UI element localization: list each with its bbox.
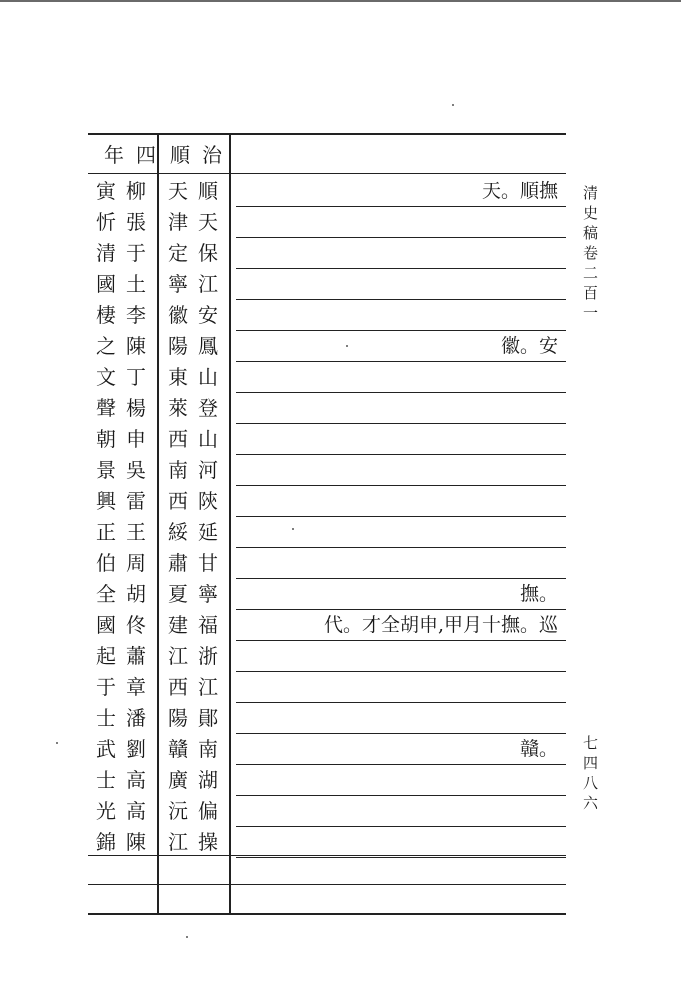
official-name: 清于 (96, 241, 156, 265)
row-note: 代。才全胡申,甲月十撫。巡 (323, 614, 558, 636)
official-name: 朝申 (96, 427, 156, 451)
table-top-rule (88, 133, 566, 135)
row-note (236, 796, 566, 826)
column-divider-province-note (229, 135, 231, 913)
row-note (236, 672, 566, 702)
official-name: 棲李 (96, 303, 156, 327)
province-name: 西陝 (168, 489, 228, 513)
official-name: 光高 (96, 799, 156, 823)
official-name: 士潘 (96, 706, 156, 730)
scan-speck (56, 742, 58, 744)
province-name: 陽鳳 (168, 334, 228, 358)
row-note: 贛。 (519, 738, 558, 760)
province-name: 夏寧 (168, 582, 228, 606)
row-note (236, 703, 566, 733)
scan-speck (452, 104, 454, 106)
province-name: 江浙 (168, 644, 228, 668)
book-title: 清史稿卷二百一 (581, 185, 599, 325)
row-note (236, 362, 566, 392)
row-note: 天。順撫 (481, 180, 558, 202)
row-note: 徽。安 (500, 335, 558, 357)
scan-speck (186, 936, 188, 938)
row-note (236, 548, 566, 578)
province-name: 萊登 (168, 396, 228, 420)
official-name: 之陳 (96, 334, 156, 358)
official-name: 伯周 (96, 551, 156, 575)
row-note (236, 424, 566, 454)
province-name: 綏延 (168, 520, 228, 544)
empty-row-rule (88, 884, 566, 885)
scan-speck (292, 528, 294, 530)
header-bottom-rule (88, 173, 566, 174)
province-name: 定保 (168, 241, 228, 265)
province-name: 天順 (168, 179, 228, 203)
row-note: 撫。 (519, 583, 558, 605)
row-note (236, 765, 566, 795)
header-year: 年四 (104, 143, 168, 167)
province-name: 南河 (168, 458, 228, 482)
province-name: 贛南 (168, 737, 228, 761)
row-note (236, 269, 566, 299)
province-name: 寧江 (168, 272, 228, 296)
province-name: 津天 (168, 210, 228, 234)
province-name: 西江 (168, 675, 228, 699)
province-name: 沅偏 (168, 799, 228, 823)
row-note (236, 517, 566, 547)
scan-speck (346, 345, 348, 347)
province-name: 徽安 (168, 303, 228, 327)
column-divider-official-province (157, 135, 159, 913)
official-name: 寅柳 (96, 179, 156, 203)
row-note (236, 238, 566, 268)
official-name: 正王 (96, 520, 156, 544)
official-name: 全胡 (96, 582, 156, 606)
official-name: 錦陳 (96, 830, 156, 854)
row-note (236, 641, 566, 671)
header-reign: 順治 (170, 143, 234, 167)
row-note (236, 455, 566, 485)
province-name: 東山 (168, 365, 228, 389)
official-name: 忻張 (96, 210, 156, 234)
province-name: 肅甘 (168, 551, 228, 575)
row-note (236, 300, 566, 330)
official-name: 景吳 (96, 458, 156, 482)
official-name: 國土 (96, 272, 156, 296)
row-note (236, 486, 566, 516)
official-name: 士高 (96, 768, 156, 792)
province-name: 廣湖 (168, 768, 228, 792)
table-bottom-rule (88, 913, 566, 915)
official-name: 起蕭 (96, 644, 156, 668)
official-name: 于章 (96, 675, 156, 699)
official-name: 文丁 (96, 365, 156, 389)
row-note (236, 827, 566, 857)
scan-top-edge (0, 0, 681, 2)
page-number: 七四八六 (581, 735, 599, 815)
official-name: 武劉 (96, 737, 156, 761)
official-name: 聲楊 (96, 396, 156, 420)
row-rule (236, 857, 566, 858)
official-name: 國佟 (96, 613, 156, 637)
row-note (236, 207, 566, 237)
province-name: 建福 (168, 613, 228, 637)
province-name: 陽鄖 (168, 706, 228, 730)
official-name: 興雷 (96, 489, 156, 513)
province-name: 西山 (168, 427, 228, 451)
province-name: 江操 (168, 830, 228, 854)
row-note (236, 393, 566, 423)
